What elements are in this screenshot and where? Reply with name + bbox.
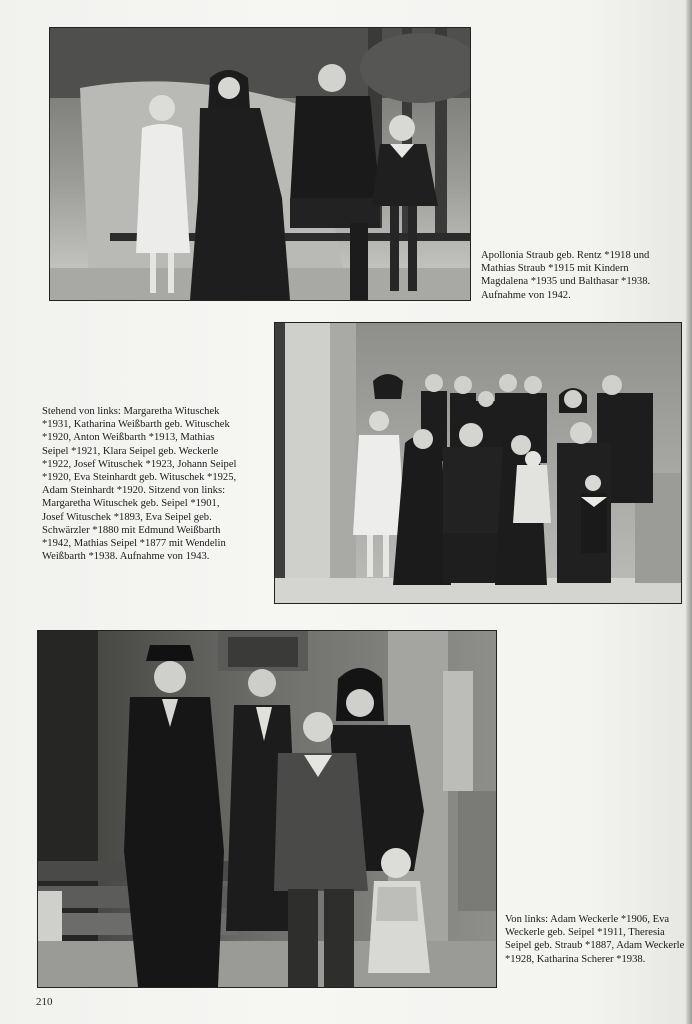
photo-straub-family-1942 bbox=[50, 28, 470, 300]
caption-photo-1: Apollonia Straub geb. Rentz *1918 und Mathias Straub *1915 mit Kindern Magdalena *1935 und Balthasar *1938. Aufnahme von 1942. bbox=[481, 250, 651, 301]
page-number: 210 bbox=[36, 996, 53, 1008]
caption-photo-3: Von links: Adam Weckerle *1906, Eva Weckerle geb. Seipel *1911, Theresia Seipel geb. Straub *1887, Adam Weckerle *1928, Katharina Scherer *1938. bbox=[505, 914, 685, 965]
page-edge bbox=[686, 0, 692, 1024]
caption-photo-2: Stehend von links: Margaretha Witusсhek *1931, Katharina Weißbarth geb. Witusсhek *1920, Anton Weißbarth *1913, Mathias Seipel *1921, Klara Seipel geb. Weckerle *1922, Josef Witusсhek *1923, Johann Seipel *1920, Eva Steinhardt geb. Witusсhek *1925, Adam Steinhardt *1920. Sitzend von links: Margaretha Witusсhek geb. Seipel *1901, Josef Witusсhek *1893, Eva Seipel geb. Schwärzler *1880 mit Edmund Weißbarth *1942, Mathias Seipel *1877 mit Wendelin Weißbarth *1938. Aufnahme von 1943. bbox=[42, 406, 237, 563]
photo-group-1943 bbox=[275, 323, 681, 603]
photo-weckerle-family bbox=[38, 631, 496, 987]
